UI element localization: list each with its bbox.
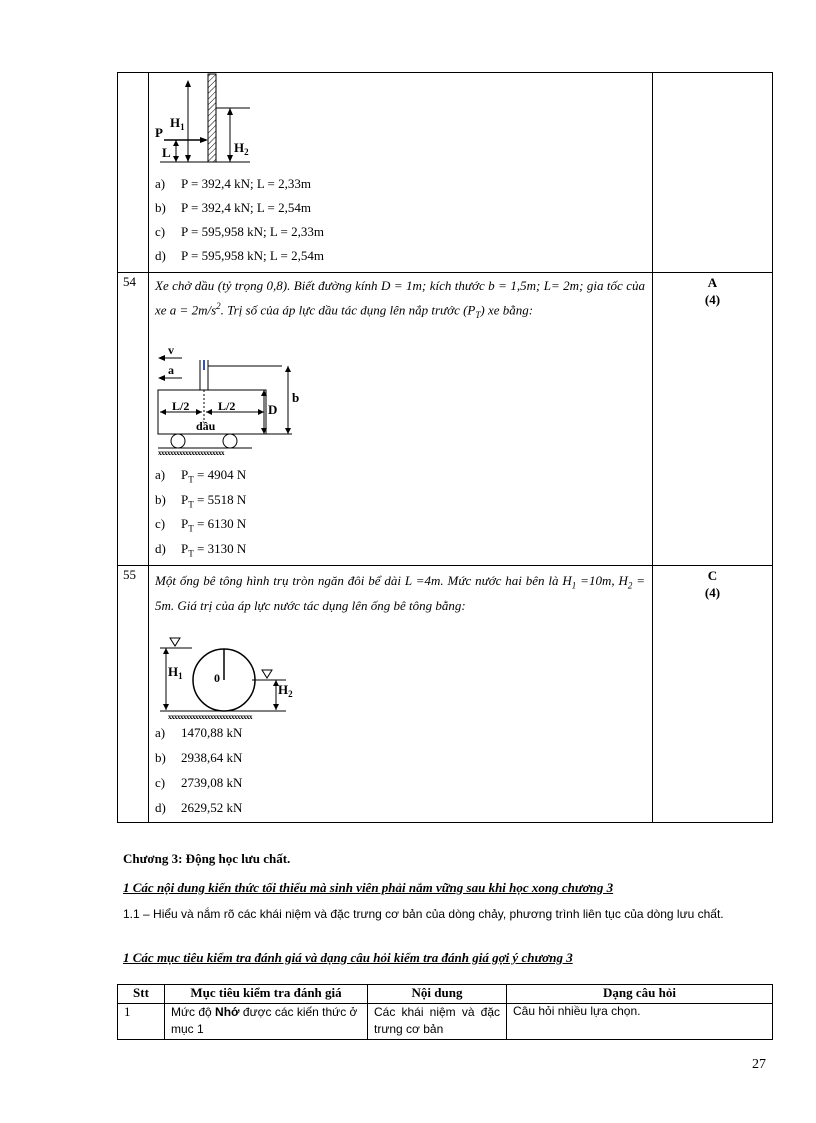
q53-option-d: d) P = 595,958 kN; L = 2,54m [155,248,324,263]
page-number: 27 [752,1057,766,1072]
q55-pipe-figure [152,634,302,722]
q54-option-a: a) $P_T = 4904$ N [155,467,247,485]
q53-option-b: b) P = 392,4 kN; L = 2,54m [155,200,311,215]
q54-a-label: a [168,363,174,377]
q55-option-a: a) 1470,88 kN [155,725,243,740]
q54-answer: A (4) [704,275,721,307]
table-row [118,1004,773,1040]
header-stt: Stt [118,985,165,1004]
q54-number: 54 [123,274,136,289]
cell-type: Câu hỏi nhiều lựa chọn. [507,1004,773,1040]
q55-h1-label: $H_1$ [168,664,183,681]
q54-v-label: v [168,344,174,357]
section-heading-1: 1 Các nội dung kiến thức tối thiểu mà sinh viên phải nắm vững sau khi học xong chương 3 [123,880,614,895]
chapter-title: Chương 3: Động học lưu chất. [123,851,291,866]
table-divider [148,73,149,822]
q55-question-text: Một ống bê tông hình trụ tròn ngăn đôi bể dài L =4m. Mức nước hai bên là $H_1 =10m$, $H_2 = 5m$. Giá trị của áp lực nước tác dụng lên ống bê tông bằng: [155,573,646,613]
q53-h2-label: $H_2$ [234,140,249,157]
header-goal: Mục tiêu kiểm tra đánh giá [165,985,368,1004]
q54-option-c: c) $P_T = 6130$ N [155,516,247,534]
svg-text:xxxxxxxxxxxxxxxxxxxxxx: xxxxxxxxxxxxxxxxxxxxxx [158,449,224,456]
q54-oil-label: dầu [196,419,216,433]
q53-p-label: P [155,125,163,140]
cell-goal: Mức độ Nhớ được các kiến thức ở mục 1 [165,1004,368,1040]
cell-content: Các khái niệm và đặc trưng cơ bản [368,1004,507,1040]
q54-option-d: d) $P_T = 3130$ N [155,541,247,559]
q55-option-c: c) 2739,08 kN [155,775,243,790]
table-row-divider [118,565,772,566]
q53-option-a: a) P = 392,4 kN; L = 2,33m [155,176,311,191]
q53-h1-label: $H_1$ [170,115,185,132]
table-divider [652,73,653,822]
header-content: Nội dung [368,985,507,1004]
svg-text:xxxxxxxxxxxxxxxxxxxxxxxxxxxx: xxxxxxxxxxxxxxxxxxxxxxxxxxxx [168,713,252,721]
q54-question-text: Xe chở dầu (tỷ trọng 0,8). Biết đường kính D = 1m; kích thước b = 1,5m; L= 2m; gia tốc của xe $a = 2m/s^2$. Trị số của áp lực dầu tác dụng lên nắp trước $(P_T)$ xe bằng: [155,278,645,320]
q55-answer: C (4) [704,568,721,600]
q54-b-label: b [292,390,300,405]
objectives-table [117,984,773,1040]
table-row-divider [118,272,772,273]
header-type: Dạng câu hỏi [507,985,773,1004]
q55-option-b: b) 2938,64 kN [155,750,243,765]
q53-option-c: c) P = 595,958 kN; L = 2,33m [155,224,324,239]
q54-d-label: D [268,402,278,417]
q54-tank-truck-figure [152,344,312,456]
q54-option-b: b) $P_T = 5518$ N [155,492,247,510]
section-paragraph: 1.1 – Hiểu và nắm rõ các khái niệm và đặc trưng cơ bản của dòng chảy, phương trình liên tục của dòng lưu chất. [123,907,724,921]
q55-number: 55 [123,567,136,582]
q55-option-d: d) 2629,52 kN [155,800,243,815]
q55-h2-label: $H_2$ [278,682,293,699]
q54-l2-left-label: L/2 [172,399,190,413]
section-heading-2: 1 Các mục tiêu kiểm tra đánh giá và dạng câu hỏi kiểm tra đánh giá gợi ý chương 3 [123,950,573,965]
table-header-row [118,985,773,1004]
q54-l2-right-label: L/2 [218,399,236,413]
q53-wall-figure [150,72,260,168]
q53-l-label: L [162,145,171,160]
q55-center-label: 0 [214,671,220,685]
cell-stt: 1 [118,1004,165,1040]
